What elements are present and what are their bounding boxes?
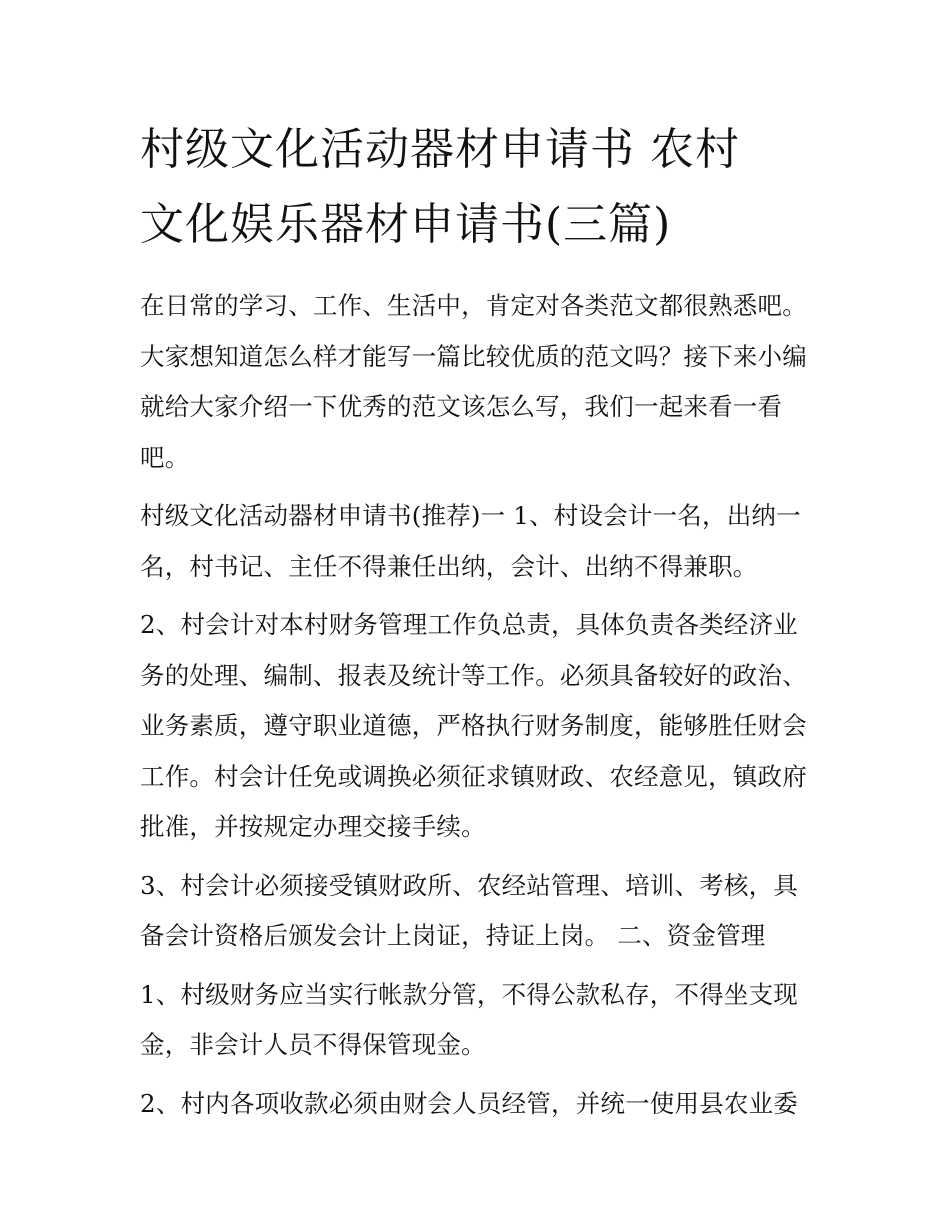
text-line: 在日常的学习、工作、生活中，肯定对各类范文都很熟悉吧。 bbox=[140, 291, 807, 320]
paragraph-section-1 bbox=[140, 491, 815, 592]
text-line: 2、村会计对本村财务管理工作负总责，具体负责各类经济业 bbox=[140, 610, 798, 639]
text-line: 就给大家介绍一下优秀的范文该怎么写，我们一起来看一看 bbox=[140, 392, 783, 421]
paragraph-item-2 bbox=[140, 600, 815, 853]
paragraph-intro bbox=[140, 281, 815, 483]
document-title bbox=[140, 112, 815, 262]
text-line: 2、村内各项收款必须由财会人员经管，并统一使用县农业委 bbox=[140, 1088, 798, 1118]
title-line: 文化娱乐器材申请书(三篇) bbox=[140, 199, 672, 250]
title-line: 村级文化活动器材申请书 农村 bbox=[140, 124, 740, 175]
paragraph-fund-2 bbox=[140, 1079, 815, 1130]
paragraph-fund-1 bbox=[140, 970, 815, 1071]
text-line: 3、村会计必须接受镇财政所、农经站管理、培训、考核，具 bbox=[140, 870, 798, 900]
text-line: 务的处理、编制、报表及统计等工作。必须具备较好的政治、 bbox=[140, 660, 807, 690]
document-body bbox=[140, 281, 815, 1129]
text-line: 业务素质，遵守职业道德，严格执行财务制度，能够胜任财会 bbox=[140, 711, 807, 740]
text-line: 名，村书记、主任不得兼任出纳，会计、出纳不得兼职。 bbox=[140, 551, 758, 581]
text-line: 金，非会计人员不得保管现金。 bbox=[140, 1030, 486, 1059]
text-line: 1、村级财务应当实行帐款分管，不得公款私存，不得坐支现 bbox=[140, 979, 798, 1009]
text-line: 村级文化活动器材申请书(推荐)一 1、村设会计一名，出纳一 bbox=[140, 501, 801, 530]
paragraph-item-3 bbox=[140, 861, 815, 962]
text-line: 吧。 bbox=[140, 442, 190, 472]
text-line: 备会计资格后颁发会计上岗证，持证上岗。 二、资金管理 bbox=[140, 921, 766, 950]
text-line: 批准，并按规定办理交接手续。 bbox=[140, 812, 486, 841]
text-line: 大家想知道怎么样才能写一篇比较优质的范文吗？接下来小编 bbox=[140, 341, 807, 371]
text-line: 工作。村会计任免或调换必须征求镇财政、农经意见，镇政府 bbox=[140, 761, 807, 791]
